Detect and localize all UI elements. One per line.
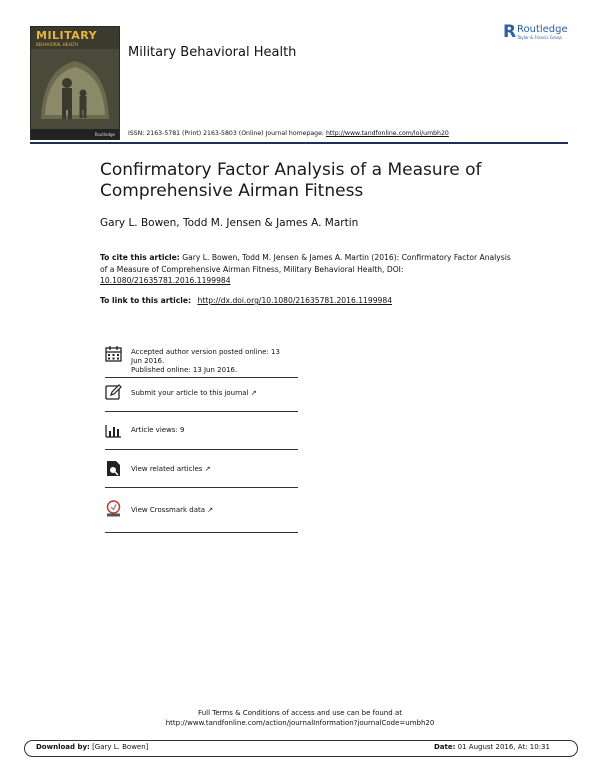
submit-text: Submit your article to this journal xyxy=(131,389,249,397)
article-link[interactable]: http://dx.doi.org/10.1080/21635781.2016.1199984 xyxy=(197,296,393,305)
related-articles-icon xyxy=(105,460,122,477)
issn-line xyxy=(128,130,449,137)
issn-text: ISSN: 2163-5781 (Print) 2163-5803 (Online) Journal homepage: xyxy=(128,130,324,137)
header-divider xyxy=(30,142,568,144)
publisher-tagline: Taylor & Francis Group xyxy=(517,35,562,40)
crossmark-icon xyxy=(105,500,122,517)
accepted-line-2: Jun 2016. xyxy=(131,357,165,365)
external-link-icon: ↗ xyxy=(204,465,211,473)
download-date-label: Date: xyxy=(434,743,456,751)
external-link-icon: ↗ xyxy=(250,389,257,397)
accepted-line-1: Accepted author version posted online: 13 xyxy=(131,348,280,356)
info-divider xyxy=(105,411,298,412)
downloaded-by-value: [Gary L. Bowen] xyxy=(92,743,149,751)
info-divider xyxy=(105,449,298,450)
cover-illustration xyxy=(31,49,119,129)
external-link-icon: ↗ xyxy=(207,506,214,514)
journal-cover[interactable] xyxy=(30,26,120,140)
crossmark-text: View Crossmark data xyxy=(131,506,206,514)
journal-name: Military Behavioral Health xyxy=(128,45,297,60)
cover-footer xyxy=(31,129,119,139)
downloaded-by-label: Download by: xyxy=(36,743,90,751)
edit-icon xyxy=(105,384,122,401)
info-divider xyxy=(105,487,298,488)
article-views-text: Article views: 9 xyxy=(131,426,185,434)
cover-subtitle: BEHAVIORAL HEALTH xyxy=(36,42,79,47)
publisher-name: Routledge xyxy=(517,24,568,35)
doi-link[interactable]: 10.1080/21635781.2016.1199984 xyxy=(100,276,231,285)
article-authors: Gary L. Bowen, Todd M. Jensen & James A. Martin xyxy=(100,217,359,229)
journal-homepage-link[interactable]: http://www.tandfonline.com/loi/umbh20 xyxy=(325,130,449,137)
routledge-logo-icon: R xyxy=(503,22,517,42)
article-link-line xyxy=(100,296,392,305)
download-date-value: 01 August 2016, At: 10:31 xyxy=(457,743,550,751)
download-date xyxy=(434,743,550,751)
accepted-info xyxy=(105,345,298,375)
citation-block xyxy=(100,252,520,287)
terms-link[interactable]: http://www.tandfonline.com/action/journalInformation?journalCode=umbh20 xyxy=(165,719,435,727)
citation-label: To cite this article: xyxy=(100,253,180,262)
accepted-text xyxy=(131,348,280,375)
related-articles-link[interactable] xyxy=(105,460,298,478)
cover-footer-text: Routledge xyxy=(94,132,115,137)
published-line: Published online: 13 Jun 2016. xyxy=(131,366,238,374)
crossmark-link[interactable] xyxy=(105,500,298,520)
info-divider xyxy=(105,377,298,378)
downloaded-by xyxy=(36,743,148,751)
article-title: Confirmatory Factor Analysis of a Measure of Comprehensive Airman Fitness xyxy=(100,160,482,201)
bar-chart-icon xyxy=(105,422,122,439)
article-link-label: To link to this article: xyxy=(100,296,192,305)
calendar-icon xyxy=(105,345,122,362)
info-divider xyxy=(105,532,298,533)
article-views xyxy=(105,422,298,440)
terms-line-1: Full Terms & Conditions of access and use can be found at xyxy=(198,709,402,717)
cover-title: MILITARY xyxy=(36,29,98,42)
related-articles-text: View related articles xyxy=(131,465,203,473)
submit-article-link[interactable] xyxy=(105,384,298,402)
citation-text: Gary L. Bowen, Todd M. Jensen & James A. Martin (2016): Confirmatory Factor Analysis of a Measure of Comprehensive Airman Fitness, Military Behavioral Health, DOI: xyxy=(100,253,511,274)
